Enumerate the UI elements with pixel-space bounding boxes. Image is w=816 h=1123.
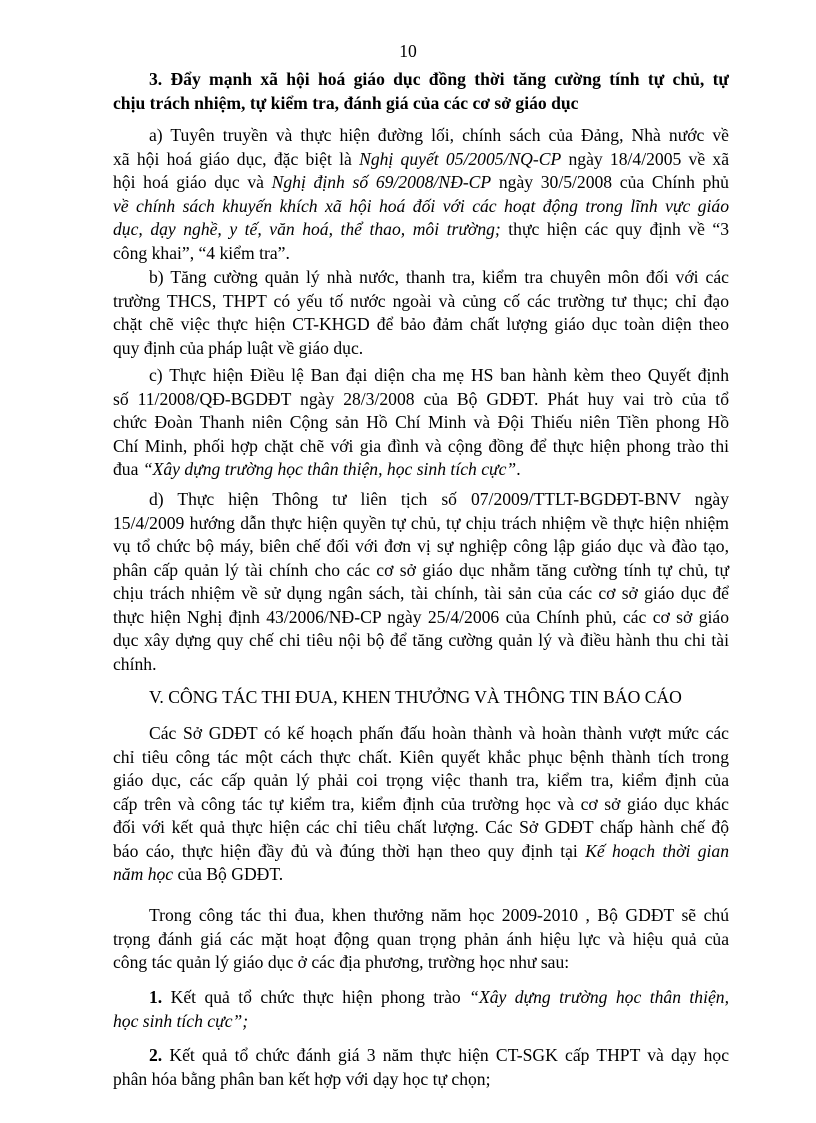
paragraph-so-gddt: Các Sở GDĐT có kế hoạch phấn đấu hoàn thành và hoàn thành vượt mức các chỉ tiêu công tác một cách thực chất. Kiên quyết khắc phục bệnh thành tích trong giáo dục, các cấp quản lý phải coi trọng việc thanh tra, kiểm tra, kiểm định của cấp trên và công tác tự kiểm tra, kiểm định của trường học và cơ sở giáo dục khác đối với kết quả thực hiện các chỉ tiêu chất lượng. Các Sở GDĐT chấp hành chế độ báo cáo, thực hiện đầy đủ và đúng thời hạn theo quy định tại Kế hoạch thời gian năm học của Bộ GDĐT. [113,723,729,884]
section-5-heading: V. CÔNG TÁC THI ĐUA, KHEN THƯỞNG VÀ THÔNG TIN BÁO CÁO [149,687,682,707]
paragraph-d: d) Thực hiện Thông tư liên tịch số 07/2009/TTLT-BGDĐT-BNV ngày 15/4/2009 hướng dẫn thực hiện quyền tự chủ, tự chịu trách nhiệm về thực hiện nhiệm vụ tổ chức bộ máy, biên chế đối với đơn vị sự nghiệp công lập giáo dục và đào tạo, phân cấp quản lý tài chính cho các cơ sở giáo dục nhằm tăng cường tính tự chủ, tự chịu trách nhiệm về sử dụng ngân sách, tài chính, tài sản của các cơ sở giáo dục để thực hiện Nghị định 43/2006/NĐ-CP ngày 25/4/2006 của Chính phủ, các cơ sở giáo dục xây dựng quy chế chi tiêu nội bộ để tăng cường quản lý và điều hành thu chi tài chính. [113,489,729,674]
paragraph-a: a) Tuyên truyền và thực hiện đường lối, chính sách của Đảng, Nhà nước về xã hội hoá giáo dục, đặc biệt là Nghị quyết 05/2005/NQ-CP ngày 18/4/2005 về xã hội hoá giáo dục và Nghị định số 69/2008/NĐ-CP ngày 30/5/2008 của Chính phủ về chính sách khuyến khích xã hội hoá đối với các hoạt động trong lĩnh vực giáo dục, dạy nghề, y tế, văn hoá, thể thao, môi trường; thực hiện các quy định về “3 công khai”, “4 kiểm tra”. [113,125,730,263]
paragraph-thi-dua: Trong công tác thi đua, khen thưởng năm học 2009-2010 , Bộ GDĐT sẽ chú trọng đánh giá các mặt hoạt động quan trọng phản ánh hiệu lực và hiệu quả của công tác quản lý giáo dục ở các địa phương, trường học như sau: [113,905,729,972]
paragraph-b: b) Tăng cường quản lý nhà nước, thanh tra, kiểm tra chuyên môn đối với các trường THCS, THPT có yếu tố nước ngoài và củng cố các trường tư thục; chỉ đạo chặt chẽ việc thực hiện CT-KHGD để bảo đảm chất lượng giáo dục toàn diện theo quy định của pháp luật về giáo dục. [113,267,729,358]
reference-ke-hoach: Kế hoạch thời gian [585,840,729,861]
paragraph-c: c) Thực hiện Điều lệ Ban đại diện cha mẹ HS ban hành kèm theo Quyết định số 11/2008/QĐ-BGDĐT ngày 28/3/2008 của Bộ GDĐT. Phát huy vai trò của tổ chức Đoàn Thanh niên Cộng sản Hồ Chí Minh và Đội Thiếu niên Tiền phong Hồ Chí Minh, phối hợp chặt chẽ với gia đình và cộng đồng để thực hiện phong trào thi đua “Xây dựng trường học thân thiện, học sinh tích cực”. [113,365,729,479]
section-3-heading: 3. Đẩy mạnh xã hội hoá giáo dục đồng thời tăng cường tính tự chủ, tự chịu trách nhiệm, tự kiểm tra, đánh giá của các cơ sở giáo dục [113,69,729,113]
reference-nghi-dinh: Nghị định số 69/2008/NĐ-CP [271,172,492,192]
movement-name: “Xây dựng trường học thân thiện, học sinh tích cực” [142,459,517,479]
list-item-2: 2. Kết quả tổ chức đánh giá 3 năm thực hiện CT-SGK cấp THPT và dạy học phân hóa bằng phân ban kết hợp với dạy học tự chọn; [113,1045,729,1089]
item-number: 2. [149,1045,163,1065]
item-number: 1. [149,987,163,1007]
list-item-1: 1. Kết quả tổ chức thực hiện phong trào “Xây dựng trường học thân thiện, học sinh tích cực”; [113,987,729,1031]
reference-nghi-quyet: Nghị quyết 05/2005/NQ-CP [359,148,562,169]
page-number: 10 [399,41,417,61]
